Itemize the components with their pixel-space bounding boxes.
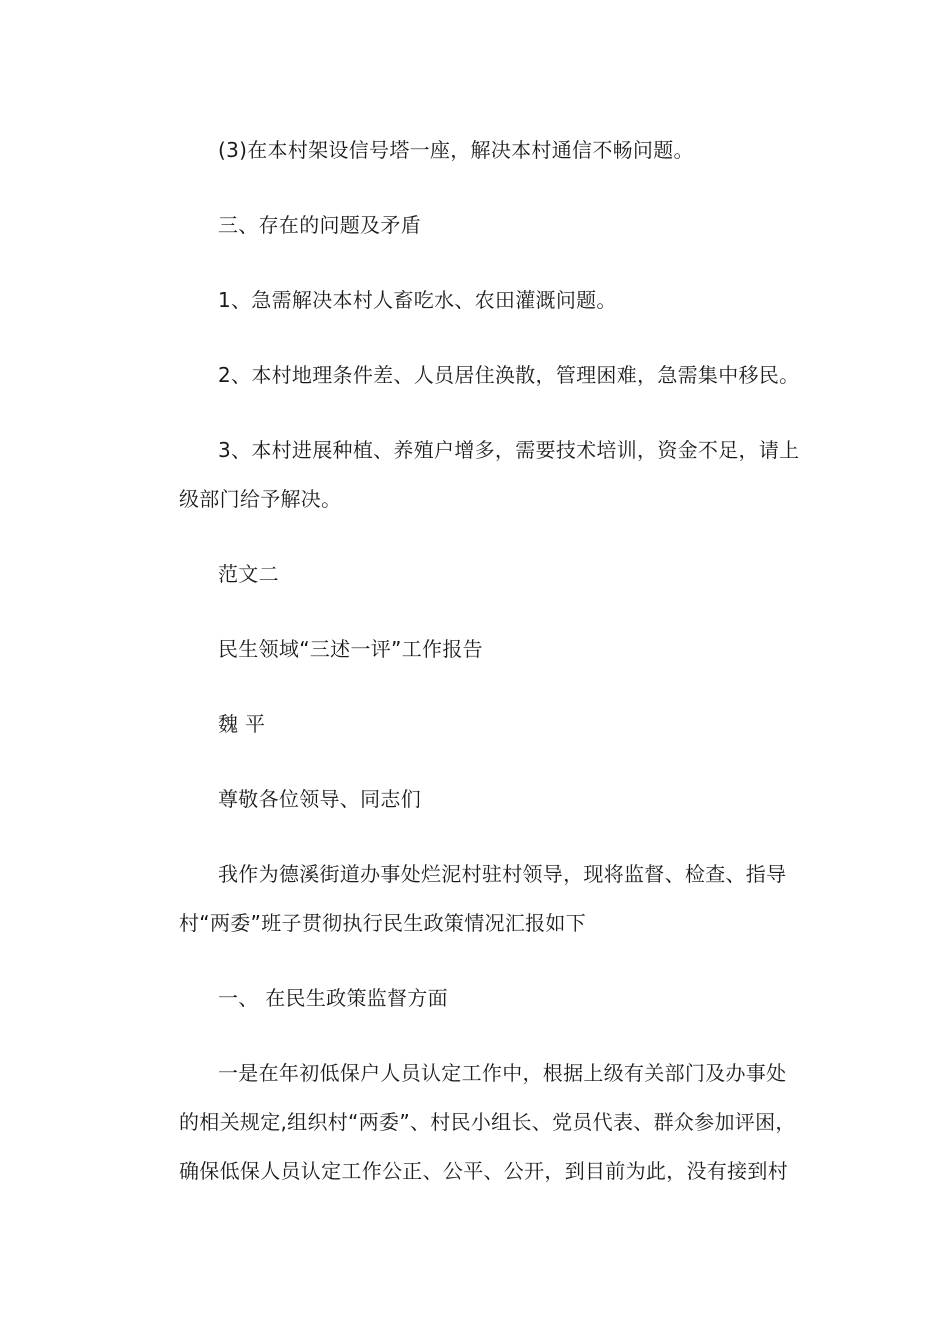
- section-heading: 三、存在的问题及矛盾: [218, 213, 421, 237]
- paragraph-line: 一是在年初低保户人员认定工作中，根据上级有关部门及办事处: [218, 1061, 787, 1085]
- sample-heading: 范文二: [218, 562, 279, 586]
- paragraph-line: 我作为德溪街道办事处烂泥村驻村领导，现将监督、检查、指导: [218, 862, 787, 886]
- paragraph-line: 2、本村地理条件差、人员居住涣散，管理困难，急需集中移民。: [218, 363, 800, 387]
- section-heading: 一、 在民生政策监督方面: [218, 986, 448, 1010]
- paragraph-line: 村“两委”班子贯彻执行民生政策情况汇报如下: [179, 911, 587, 935]
- paragraph-line: 确保低保人员认定工作公正、公平、公开，到目前为此，没有接到村: [179, 1159, 788, 1183]
- salutation: 尊敬各位领导、同志们: [218, 787, 421, 811]
- author-name: 魏 平: [218, 712, 266, 736]
- paragraph-line: (3)在本村架设信号塔一座，解决本村通信不畅问题。: [218, 138, 694, 162]
- paragraph-line: 3、本村进展种植、养殖户增多，需要技术培训，资金不足，请上: [218, 438, 800, 462]
- paragraph-line: 1、急需解决本村人畜吃水、农田灌溉问题。: [218, 288, 617, 312]
- paragraph-line: 的相关规定,组织村“两委”、村民小组长、党员代表、群众参加评困，: [179, 1110, 796, 1134]
- report-title: 民生领域“三述一评”工作报告: [218, 637, 483, 661]
- paragraph-line: 级部门给予解决。: [179, 487, 342, 511]
